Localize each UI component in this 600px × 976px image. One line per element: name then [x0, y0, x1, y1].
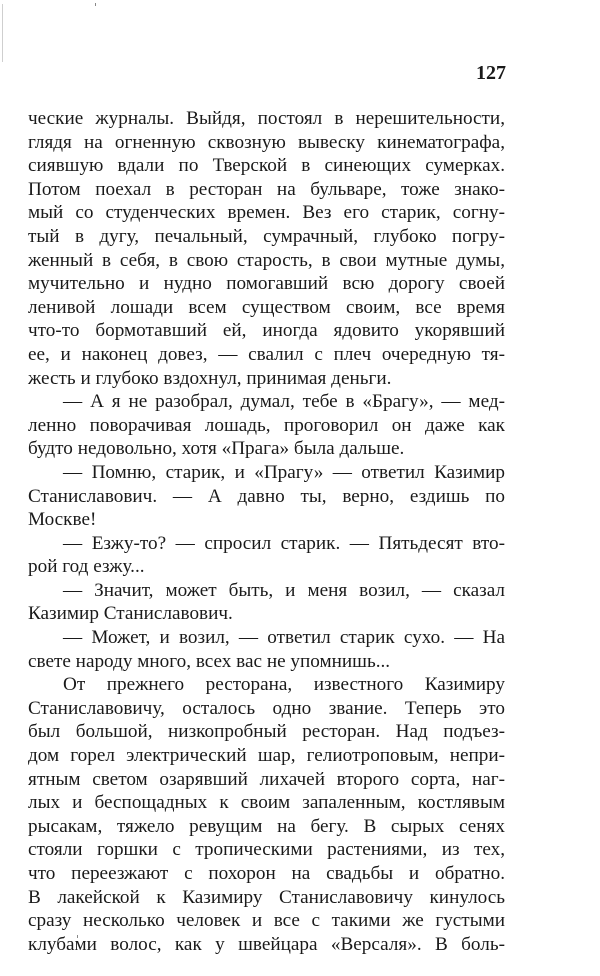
- text-line: стояли горшки с тропическими растениями, из тех,: [28, 839, 505, 861]
- text-line: сразу несколько человек и все с такими же густыми: [28, 910, 505, 932]
- text-line: дом горел электрический шар, гелиотроповым, непри-: [28, 745, 505, 767]
- text-line: сиявшую вдали по Тверской в синеющих сумерках.: [28, 155, 505, 177]
- text-line: — А я не разобрал, думал, тебе в «Брагу», — мед-: [63, 391, 505, 413]
- text-line: Станиславовичу, осталось одно звание. Теперь это: [28, 697, 505, 719]
- text-line: Станиславович. — А давно ты, верно, ездишь по: [28, 485, 505, 507]
- text-line: свете народу много, всех вас не упомнишь...: [28, 650, 391, 672]
- text-line: — Значит, может быть, и меня возил, — сказал: [63, 579, 505, 601]
- text-line: был большой, низкопробный ресторан. Над подъез-: [28, 721, 505, 743]
- text-line: лых и беспощадных к своим запаленным, костлявым: [28, 792, 505, 814]
- text-line: ятным светом озарявший лихачей второго сорта, наг-: [28, 768, 505, 790]
- text-line: — Езжу-то? — спросил старик. — Пятьдесят вто-: [63, 532, 505, 554]
- text-line: — Может, и возил, — ответил старик сухо. — На: [63, 627, 505, 649]
- scan-speck: [95, 3, 96, 6]
- text-line: Москве!: [28, 509, 97, 531]
- text-line: рысакам, тяжело ревущим на бегу. В сырых сенях: [28, 815, 505, 837]
- text-line: мучительно и нудно помогавший всю дорогу своей: [28, 273, 505, 295]
- text-line: что-то бормотавший ей, иногда ядовито укорявший: [28, 320, 505, 342]
- text-line: женный в себя, в свою старость, в свои мутные думы,: [28, 249, 505, 271]
- text-line: клубами волос, как у швейцара «Версаля». В боль-: [28, 933, 505, 955]
- scan-edge-mark: [2, 4, 3, 62]
- text-line: будто недовольно, хотя «Прага» была дальше.: [28, 438, 405, 460]
- text-line: жесть и глубоко вздохнул, принимая деньги.: [28, 367, 392, 389]
- page-number: 127: [476, 62, 506, 84]
- text-line: ленно поворачивая лошадь, проговорил он даже как: [28, 414, 505, 436]
- text-line: мый со студенческих времен. Вез его старик, согну-: [28, 202, 505, 224]
- text-line: — Помню, старик, и «Прагу» — ответил Казимир: [63, 461, 505, 483]
- text-line: ленивой лошади всем существом своим, все время: [28, 296, 505, 318]
- body-text: [28, 107, 505, 956]
- text-line: В лакейской к Казимиру Станиславовичу кинулось: [28, 886, 505, 908]
- text-line: От прежнего ресторана, известного Казимиру: [63, 674, 505, 696]
- text-line: ческие журналы. Выйдя, постоял в нерешительности,: [28, 108, 505, 129]
- text-line: тый в дугу, печальный, сумрачный, глубоко погру-: [28, 225, 505, 247]
- text-line: ее, и наконец довез, — свалил с плеч очередную тя-: [28, 343, 505, 365]
- text-line: что переезжают с похорон на свадьбы и обратно.: [28, 863, 505, 884]
- text-line: глядя на огненную сквозную вывеску кинематографа,: [28, 131, 505, 153]
- text-line: Потом поехал в ресторан на бульваре, тоже знако-: [28, 178, 505, 200]
- text-line: рой год езжу...: [28, 556, 145, 578]
- text-line: Казимир Станиславович.: [28, 603, 233, 625]
